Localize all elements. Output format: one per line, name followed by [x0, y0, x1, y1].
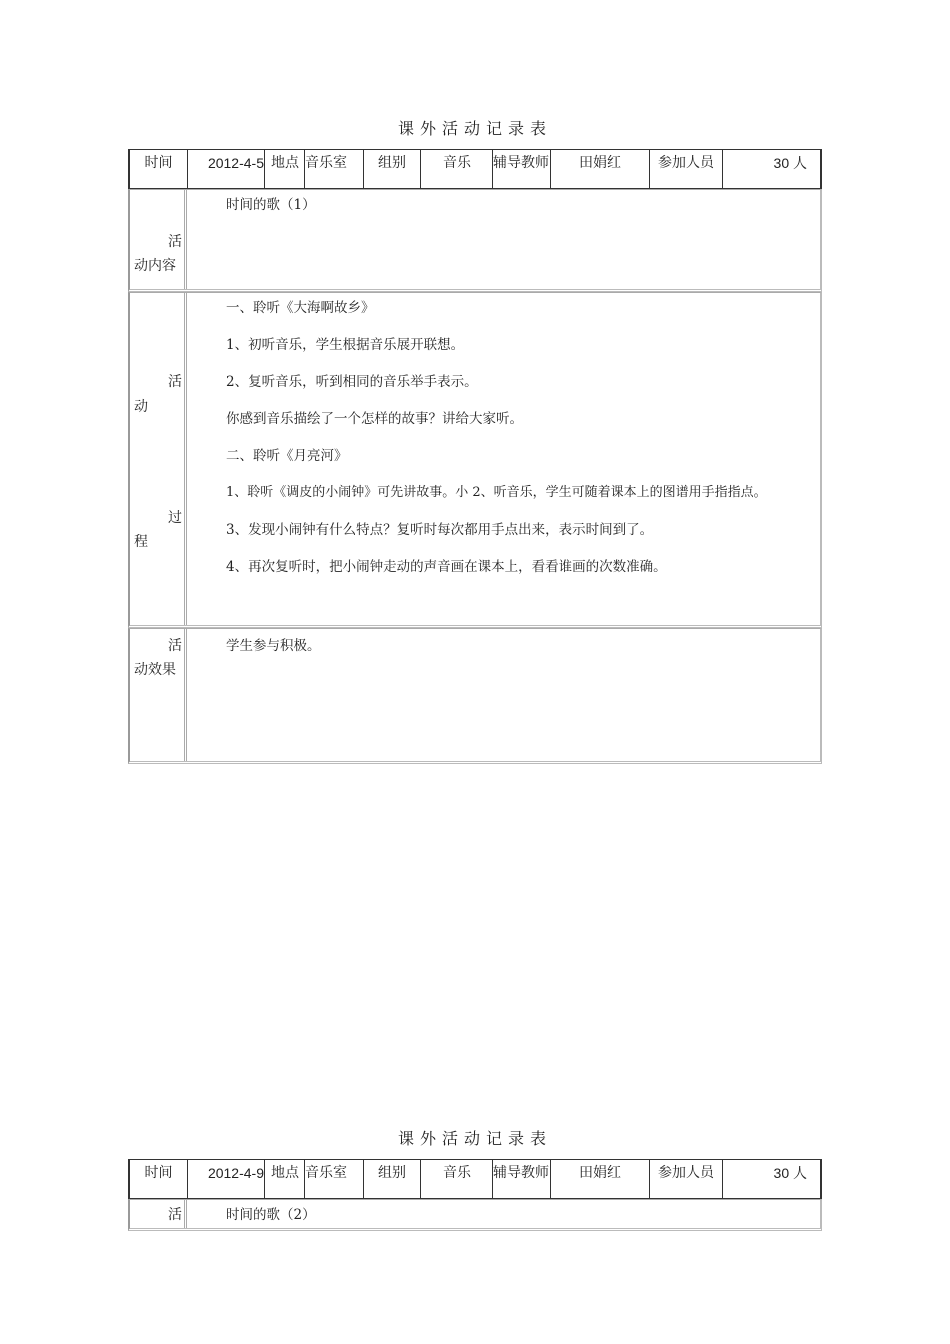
content-label-column [130, 190, 187, 289]
effect-text: 学生参与积极。 [226, 638, 321, 654]
process-label-b1: 过 [168, 510, 182, 526]
record-2-content-section [128, 1199, 822, 1231]
content-label-column [130, 1200, 187, 1228]
teacher-label: 辅导教师 [493, 155, 549, 171]
process-line-3: 2、复听音乐，听到相同的音乐举手表示。 [226, 374, 478, 390]
time-label: 时间 [144, 155, 173, 171]
place-value: 音乐室 [305, 155, 347, 171]
process-line-7: 3、发现小闹钟有什么特点？复听时每次都用手点出来，表示时间到了。 [226, 522, 654, 538]
effect-label-line1: 活 [168, 638, 182, 654]
effect-label-line2: 动效果 [134, 662, 176, 678]
record-1-title: 课外活动记录表 [397, 119, 552, 138]
record-1-header-row [128, 149, 822, 189]
process-line-4: 你感到音乐描绘了一个怎样的故事？讲给大家听。 [226, 411, 523, 427]
process-label-b2: 程 [134, 534, 148, 550]
process-line-2: 1、初听音乐，学生根据音乐展开联想。 [226, 337, 465, 353]
participants-value: 30 人 [773, 155, 807, 171]
date-value: 2012-4-9 [207, 1165, 264, 1181]
group-label: 组别 [378, 155, 406, 171]
record-2-title: 课外活动记录表 [397, 1129, 552, 1148]
process-line-1: 一、聆听《大海啊故乡》 [226, 300, 375, 316]
group-label: 组别 [378, 1165, 406, 1181]
process-label-column [130, 293, 187, 625]
place-label: 地点 [271, 155, 299, 171]
content-label-line2: 动内容 [134, 258, 176, 274]
place-label: 地点 [271, 1165, 299, 1181]
time-label: 时间 [144, 1165, 173, 1181]
group-value: 音乐 [443, 155, 471, 171]
teacher-value: 田娟红 [579, 1165, 621, 1181]
record-1-effect-section [128, 628, 822, 764]
date-value: 2012-4-5 [207, 155, 264, 171]
teacher-label: 辅导教师 [493, 1165, 549, 1181]
content-label-line1: 活 [168, 234, 182, 250]
record-2-header-row [128, 1159, 822, 1199]
process-line-8: 4、再次复听时，把小闹钟走动的声音画在课本上，看看谁画的次数准确。 [226, 559, 667, 575]
content-text: 时间的歌（1） [226, 197, 316, 213]
content-text: 时间的歌（2） [226, 1207, 316, 1223]
process-label-a2: 动 [134, 399, 148, 415]
record-1-content-section [128, 189, 822, 292]
process-label-a1: 活 [168, 374, 182, 390]
participants-label: 参加人员 [658, 155, 714, 171]
group-value: 音乐 [443, 1165, 471, 1181]
participants-label: 参加人员 [658, 1165, 714, 1181]
content-label-line1: 活 [168, 1207, 182, 1223]
place-value: 音乐室 [305, 1165, 347, 1181]
teacher-value: 田娟红 [579, 155, 621, 171]
process-line-5: 二、聆听《月亮河》 [226, 448, 348, 464]
effect-label-column [130, 629, 187, 761]
process-line-6: 1、聆听《调皮的小闹钟》可先讲故事。小 2、听音乐，学生可随着课本上的图谱用手指指点。 [226, 485, 767, 500]
participants-value: 30 人 [773, 1165, 807, 1181]
record-1-process-section [128, 292, 822, 628]
